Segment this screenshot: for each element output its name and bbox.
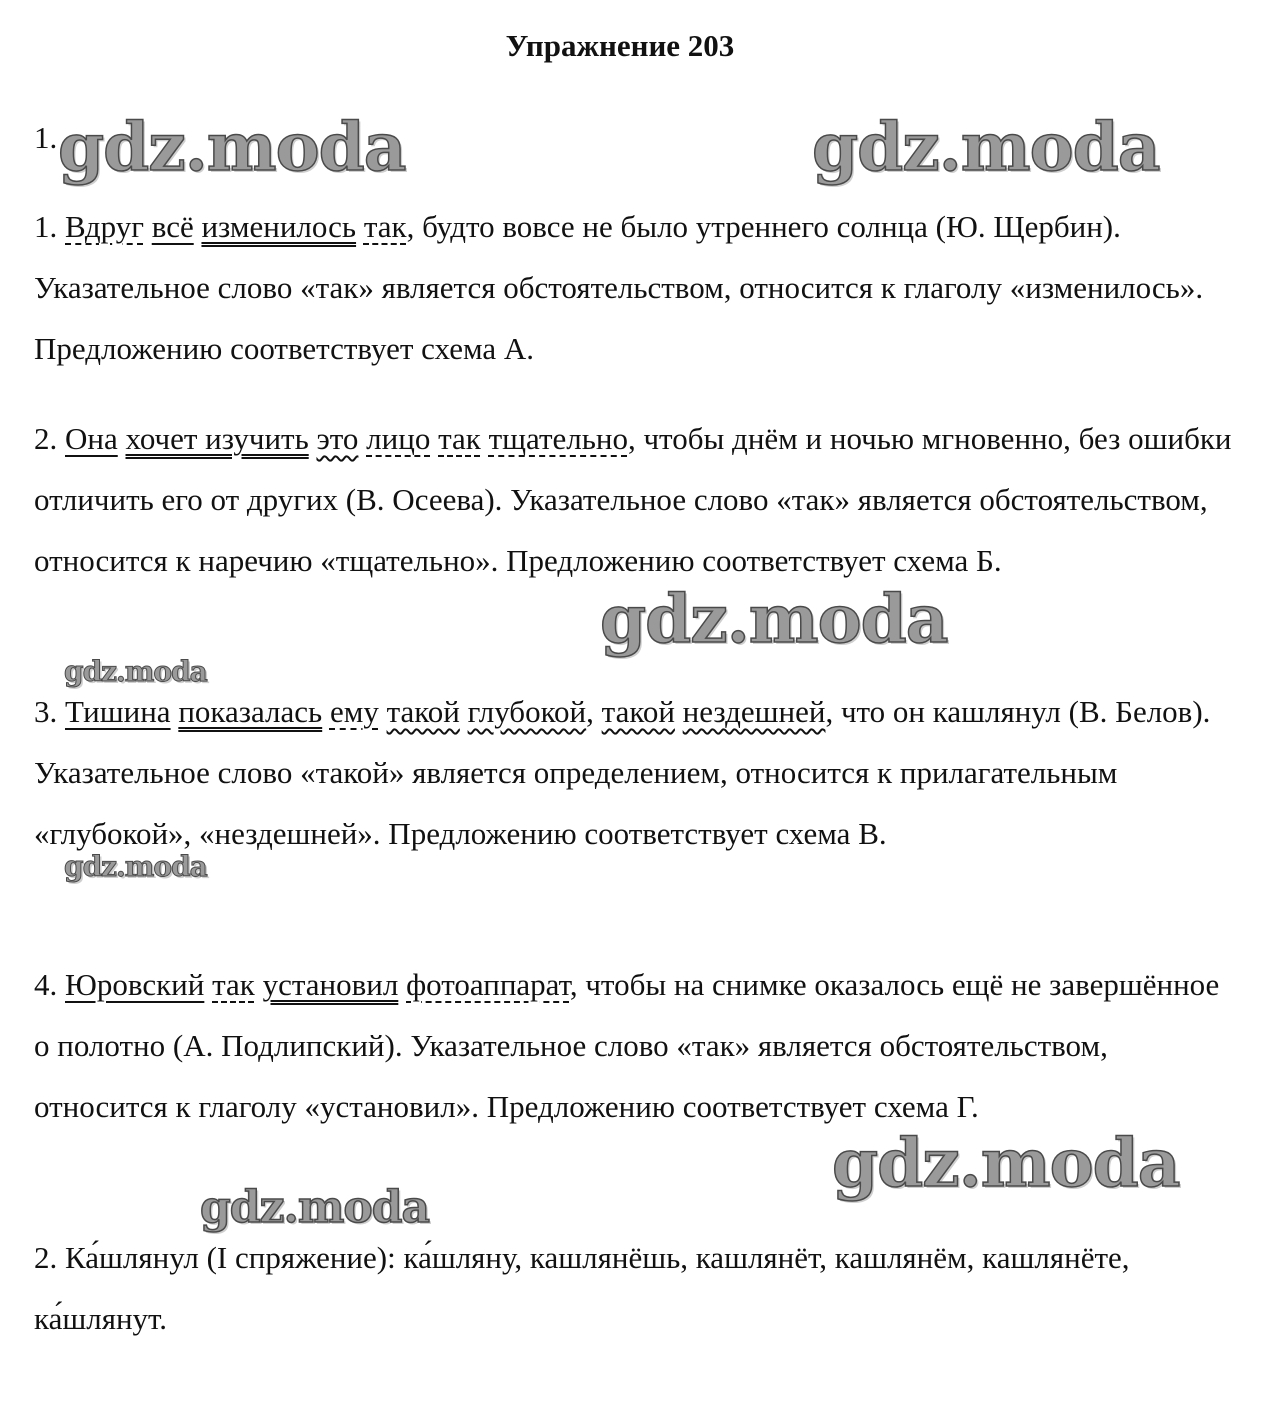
section-number: 1. [34,120,58,155]
paragraph-2: 2. Она хочет изучить это лицо так тщательно, чтобы днём и ночью мгновенно, без ошибки отличить его от других (В. Осеева). Указательное слово «так» является обстоятельством, относится к наречию «тщательно». Предложению соответствует схема Б. [34,421,1232,578]
watermark-logo: gdz.moda [64,655,207,688]
watermark-logo: gdz.moda [832,1124,1180,1202]
paragraph-4: 4. Юровский так установил фотоаппарат, чтобы на снимке оказалось ещё не завершённое о полотно (А. Подлипский). Указательное слово «так» является обстоятельством, относится к глаголу «установил». Предложению соответствует схема Г. [34,967,1220,1124]
watermark-logo: gdz.moda [64,850,207,883]
page-title: Упражнение 203 [505,28,735,63]
paragraph-3: 3. Тишина показалась ему такой глубокой, такой нездешней, что он кашлянул (В. Белов). Указательное слово «такой» является определением, относится к прилагательным «глубокой», «нездешней». Предложению соответствует схема В. [34,694,1211,851]
watermark-logo: gdz.moda [200,1182,430,1233]
watermark-logo: gdz.moda [812,108,1160,186]
watermark-logo: gdz.moda [58,108,406,186]
paragraph-1: 1. Вдруг всё изменилось так, будто вовсе не было утреннего солнца (Ю. Щербин). Указательное слово «так» является обстоятельством, относится к глаголу «изменилось». Предложению соответствует схема А. [34,209,1204,366]
paragraph-5: 2. Ка́шлянул (I спряжение): ка́шляну, кашлянёшь, кашлянёт, кашлянём, кашлянёте, ка́шлянут. [34,1240,1130,1336]
watermark-logo: gdz.moda [600,580,948,658]
